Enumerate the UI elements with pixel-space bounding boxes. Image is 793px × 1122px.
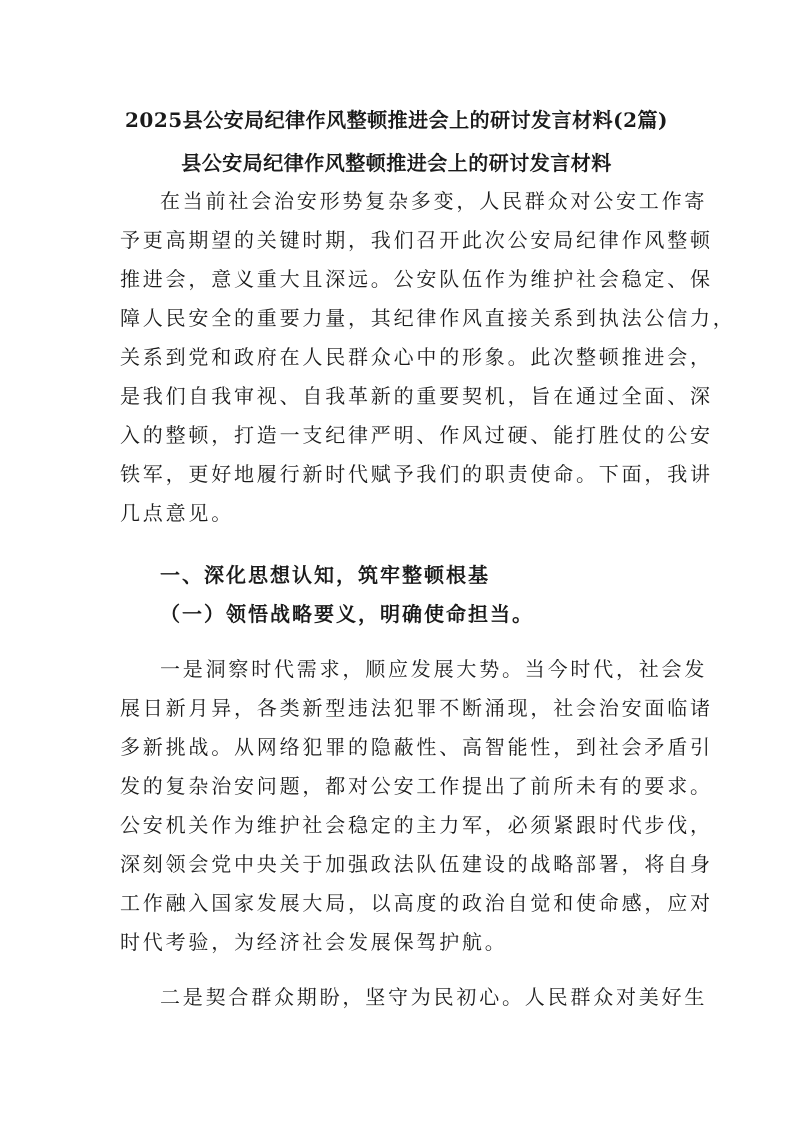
paragraph-line: 一是洞察时代需求，顺应发展大势。当今时代，社会发 xyxy=(160,657,708,681)
paragraph-line: 是我们自我审视、自我革新的重要契机，旨在通过全面、深 xyxy=(120,384,713,408)
paragraph-line: 障人民安全的重要力量，其纪律作风直接关系到执法公信力， xyxy=(120,306,736,330)
paragraph-line: 多新挑战。从网络犯罪的隐蔽性、高智能性，到社会矛盾引 xyxy=(120,735,713,759)
paragraph-line: 予更高期望的关键时期，我们召开此次公安局纪律作风整顿 xyxy=(120,228,713,252)
paragraph-line: 在当前社会治安形势复杂多变，人民群众对公安工作寄 xyxy=(160,189,708,213)
paragraph-line: 推进会，意义重大且深远。公安队伍作为维护社会稳定、保 xyxy=(120,267,713,291)
paragraph-line: 工作融入国家发展大局，以高度的政治自觉和使命感，应对 xyxy=(120,891,713,915)
paragraph-line: 关系到党和政府在人民群众心中的形象。此次整顿推进会， xyxy=(120,345,713,369)
paragraph-line: 铁军，更好地履行新时代赋予我们的职责使命。下面，我讲 xyxy=(120,462,713,486)
document-title: 2025县公安局纪律作风整顿推进会上的研讨发言材料(2篇) xyxy=(124,108,668,132)
paragraph-line: 时代考验，为经济社会发展保驾护航。 xyxy=(120,930,508,954)
document-subtitle: 县公安局纪律作风整顿推进会上的研讨发言材料 xyxy=(181,151,612,175)
paragraph-line: 深刻领会党中央关于加强政法队伍建设的战略部署，将自身 xyxy=(120,852,713,876)
paragraph-line: 几点意见。 xyxy=(120,501,234,525)
paragraph-line: 展日新月异，各类新型违法犯罪不断涌现，社会治安面临诸 xyxy=(120,696,713,720)
paragraph-line: 入的整顿，打造一支纪律严明、作风过硬、能打胜仗的公安 xyxy=(120,423,713,447)
subsection-heading: （一）领悟战略要义，明确使命担当。 xyxy=(160,602,534,626)
paragraph-line: 发的复杂治安问题，都对公安工作提出了前所未有的要求。 xyxy=(120,774,713,798)
paragraph-line: 二是契合群众期盼，坚守为民初心。人民群众对美好生 xyxy=(160,985,708,1009)
section-heading: 一、深化思想认知，筑牢整顿根基 xyxy=(160,563,490,587)
paragraph-line: 公安机关作为维护社会稳定的主力军，必须紧跟时代步伐， xyxy=(120,813,713,837)
